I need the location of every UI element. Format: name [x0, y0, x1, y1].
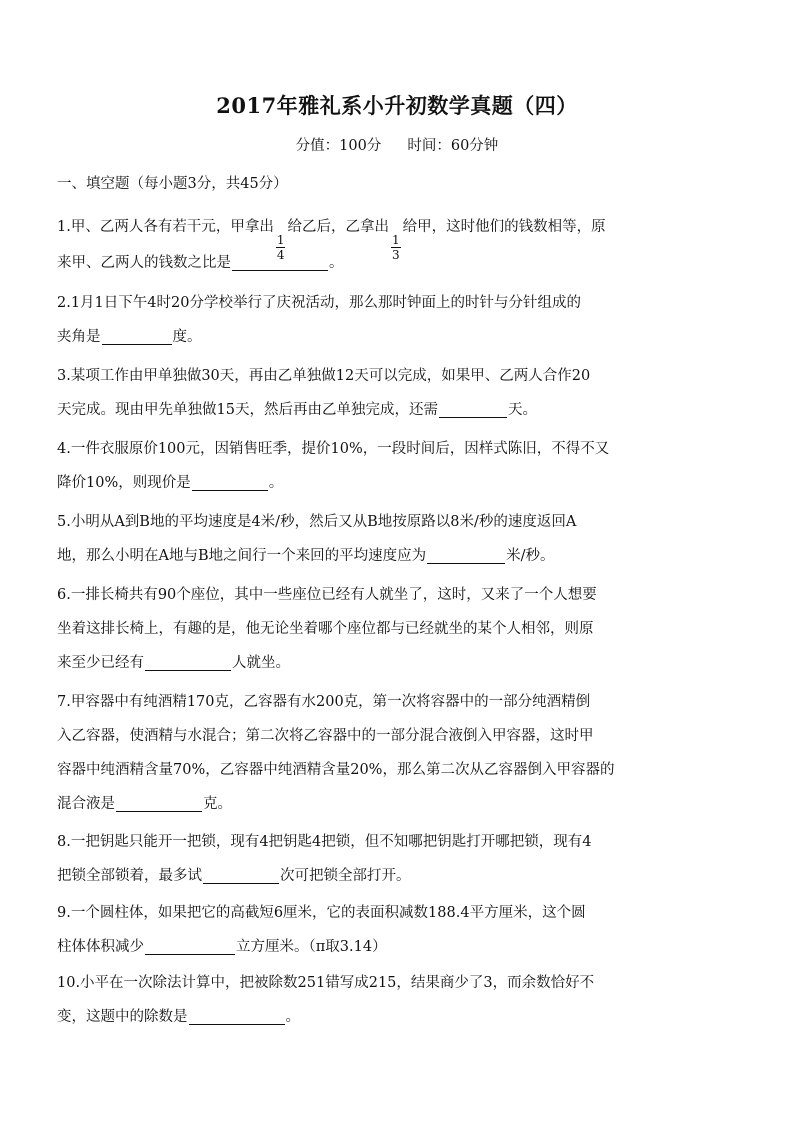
question-1 — [57, 210, 747, 280]
q1-text-d: 来甲、乙两人的钱数之比是 — [57, 255, 231, 271]
question-8: 8.一把钥匙只能开一把锁，现有4把钥匙4把锁，但不知哪把钥匙打开哪把锁，现有4 把锁全部锁着，最多试 次可把锁全部打开。 — [57, 834, 592, 884]
question-3: 3.某项工作由甲单独做30天，再由乙单独做12天可以完成，如果甲、乙两人合作20 天完成。现由甲先单独做15天，然后再由乙单独完成，还需 天。 — [57, 368, 591, 418]
answer-blank-q6[interactable] — [145, 652, 231, 671]
answer-blank-q1[interactable] — [232, 252, 328, 271]
fraction-one-third: $\frac{1}{3}$ — [391, 233, 400, 262]
q1-text-e: 。 — [329, 255, 344, 271]
q1-text-c: 给甲，这时他们的钱数相等，原 — [402, 219, 606, 235]
answer-blank-q4[interactable] — [192, 472, 268, 491]
question-10: 10.小平在一次除法计算中，把被除数251错写成215，结果商少了3，而余数恰好不 变，这题中的除数是 。 — [57, 975, 595, 1025]
question-7: 7.甲容器中有纯酒精170克，乙容器有水200克，第一次将容器中的一部分纯酒精倒 入乙容器，使酒精与水混合；第二次将乙容器中的一部分混合液倒入甲容器，这时甲 容器中纯酒精含量70%，乙容器中纯酒精含量20%，那么第二次从乙容器倒入甲容器的 混合液是 克。 — [57, 694, 615, 812]
answer-blank-q10[interactable] — [189, 1006, 285, 1025]
answer-blank-q8[interactable] — [203, 865, 279, 884]
q1-text-b: 给乙后，乙拿出 — [287, 219, 389, 235]
answer-blank-q2[interactable] — [102, 326, 172, 345]
question-9: 9.一个圆柱体，如果把它的高截短6厘米，它的表面积减数188.4平方厘米，这个圆 柱体体积减少 立方厘米。（π取3.14） — [57, 905, 586, 955]
q1-text-a: 1.甲、乙两人各有若干元，甲拿出 — [57, 219, 274, 235]
page-title: 2017年雅礼系小升初数学真题（四） — [216, 93, 578, 118]
time-label: 时间：60分钟 — [407, 138, 499, 154]
question-4: 4.一件衣服原价100元，因销售旺季，提价10%，一段时间后，因样式陈旧，不得不又 降价10%，则现价是 。 — [57, 441, 610, 491]
exam-meta — [0, 134, 794, 155]
question-6: 6.一排长椅共有90个座位，其中一些座位已经有人就坐了，这时，又来了一个人想要 坐着这排长椅上，有趣的是，他无论坐着哪个座位都与已经就坐的某个人相邻，则原 来至少已经有 人就坐。 — [57, 587, 597, 671]
answer-blank-q5[interactable] — [427, 545, 505, 564]
score-label: 分值：100分 — [295, 138, 382, 154]
fraction-one-quarter: $\frac{1}{4}$ — [276, 233, 285, 262]
question-5: 5.小明从A到B地的平均速度是4米/秒，然后又从B地按原路以8米/秒的速度返回A 地，那么小明在A地与B地之间行一个来回的平均速度应为 米/秒。 — [57, 514, 577, 564]
answer-blank-q3[interactable] — [439, 399, 507, 418]
answer-blank-q9[interactable] — [145, 936, 235, 955]
question-2: 2.1月1日下午4时20分学校举行了庆祝活动，那么那时钟面上的时针与分针组成的 夹角是 度。 — [57, 295, 581, 345]
answer-blank-q7[interactable] — [116, 793, 202, 812]
section-heading: 一、填空题（每小题3分，共45分） — [57, 176, 288, 192]
